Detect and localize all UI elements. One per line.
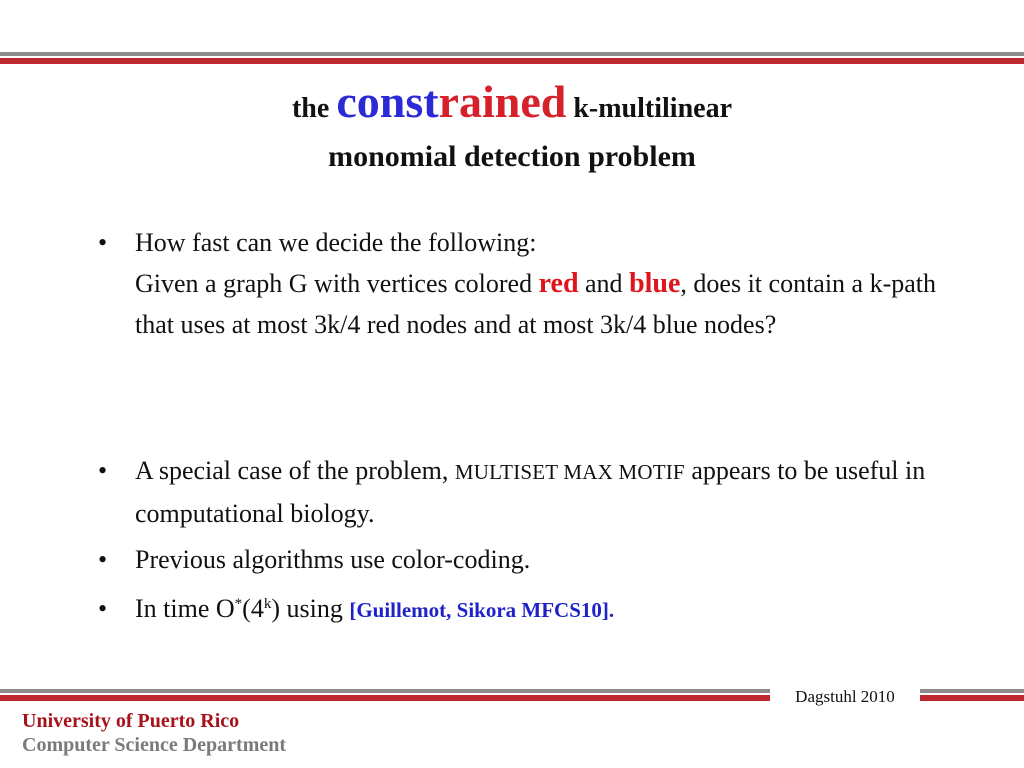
- title-const: const: [336, 76, 439, 127]
- bullet-2-pre: A special case of the problem,: [135, 456, 455, 485]
- department-name: Computer Science Department: [22, 734, 287, 756]
- bullet-1-line1: How fast can we decide the following:: [135, 228, 537, 257]
- bullet-3-text: Previous algorithms use color-coding.: [135, 545, 531, 574]
- bullet-4-pre: In time O: [135, 594, 235, 623]
- bullet-4-mid: (4: [242, 594, 264, 623]
- title-line2: monomial detection problem: [328, 140, 696, 173]
- venue-label: Dagstuhl 2010: [770, 684, 920, 710]
- star-superscript: *: [234, 596, 243, 612]
- bullet-1-rest: , does it contain a k-path that uses at most 3k/4 red nodes and at most 3k/4 blue nodes?: [135, 269, 937, 339]
- and-word: and: [578, 269, 630, 298]
- bullet-marker: •: [98, 456, 108, 485]
- bullet-1-body: [135, 263, 965, 345]
- k-superscript: k: [263, 596, 272, 612]
- bullet-2-post: appears to be useful in computational biology.: [135, 456, 926, 528]
- citation: [Guillemot, Sikora MFCS10].: [349, 598, 615, 622]
- blue-word: blue: [629, 268, 681, 299]
- bullet-marker: •: [98, 594, 108, 623]
- red-word: red: [538, 268, 579, 299]
- multiset-max-motif: MULTISET MAX MOTIF: [454, 460, 685, 484]
- title-suffix: k-multilinear: [566, 93, 732, 124]
- slide-title: [0, 76, 1024, 179]
- title-rained: rained: [438, 76, 567, 127]
- bullet-marker: •: [98, 545, 108, 574]
- bullet-4-post: ) using: [271, 594, 350, 623]
- top-rule-gray: [0, 52, 1024, 56]
- bullet-1-given: Given a graph G with vertices colored: [135, 269, 539, 298]
- bullet-marker: •: [98, 228, 108, 257]
- top-rule-red: [0, 58, 1024, 64]
- university-name: University of Puerto Rico: [22, 710, 240, 732]
- title-prefix: the: [291, 93, 337, 124]
